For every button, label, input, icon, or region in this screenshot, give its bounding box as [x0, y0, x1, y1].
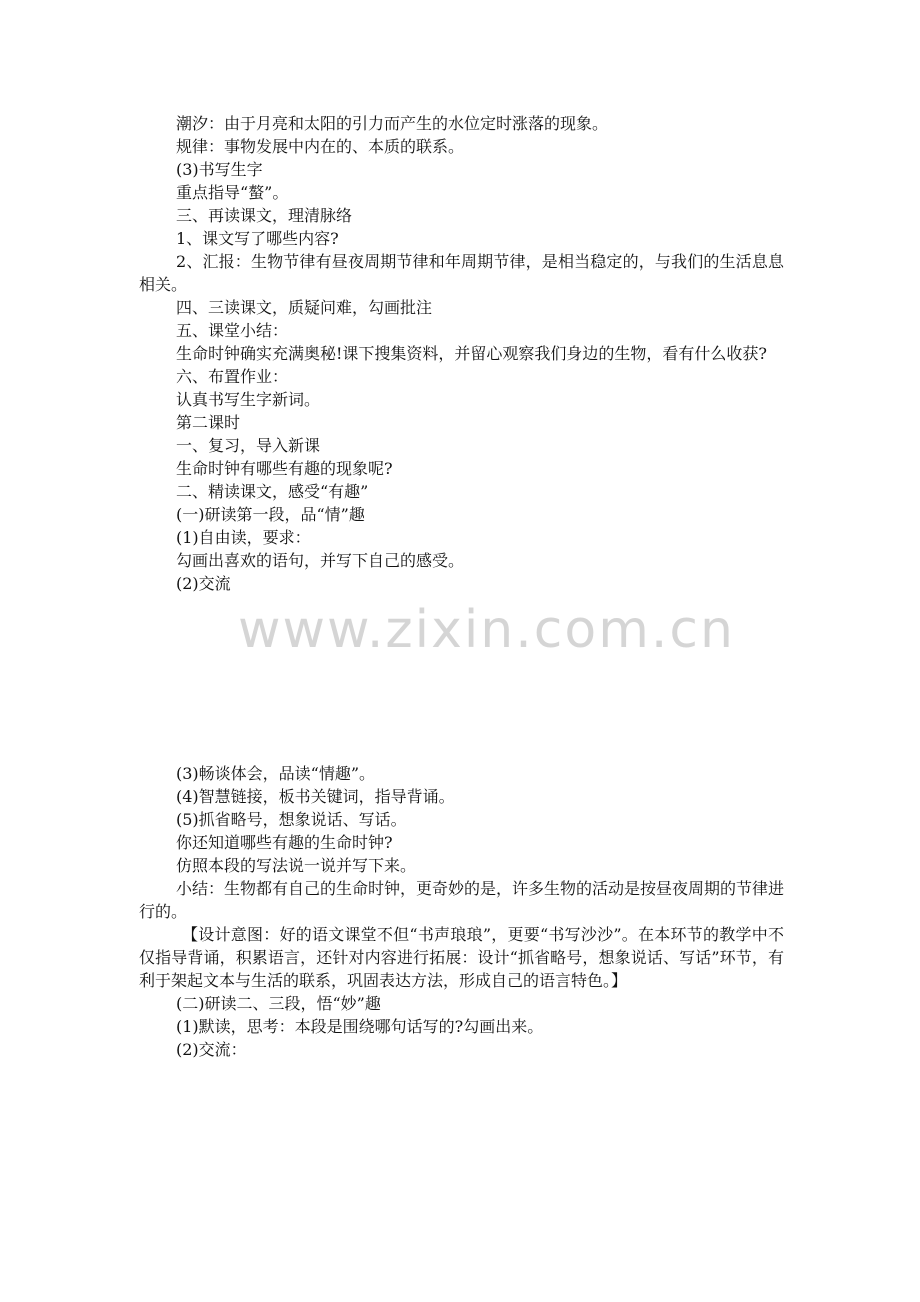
- section-heading: 一、复习，导入新课: [176, 436, 321, 455]
- paragraph: (1)默读，思考：本段是围绕哪句话写的?勾画出来。: [176, 1017, 544, 1036]
- paragraph: 潮汐：由于月亮和太阳的引力而产生的水位定时涨落的现象。: [176, 114, 609, 133]
- paragraph: 勾画出喜欢的语句，并写下自己的感受。: [176, 551, 465, 570]
- paragraph: 规律：事物发展中内在的、本质的联系。: [176, 137, 465, 156]
- paragraph: (4)智慧链接，板书关键词，指导背诵。: [176, 787, 455, 806]
- paragraph: 重点指导“螯”。: [176, 183, 289, 202]
- subsection-heading: (一)研读第一段，品“情”趣: [176, 505, 365, 524]
- paragraph: 认真书写生字新词。: [176, 390, 321, 409]
- paragraph: 你还知道哪些有趣的生命时钟?: [176, 833, 393, 852]
- paragraph: (3)书写生字: [176, 160, 263, 179]
- design-note: 【设计意图：好的语文课堂不但“书声琅琅”，更要“书写沙沙”。在本环节的教学中不仅指导背诵，积累语言，还针对内容进行拓展：设计“抓省略号，想象说话、写话”环节，有利于架起文本与生活的联系，巩固表达方法，形成自己的语言特色。】: [139, 925, 784, 990]
- paragraph: 2、汇报：生物节律有昼夜周期节律和年周期节律，是相当稳定的，与我们的生活息息相关。: [139, 252, 784, 294]
- paragraph: 生命时钟确实充满奥秘!课下搜集资料，并留心观察我们身边的生物，看有什么收获?: [176, 344, 768, 363]
- text-block-2: [139, 762, 784, 1061]
- paragraph: (3)畅谈体会，品读“情趣”。: [176, 764, 376, 783]
- paragraph: (2)交流: [176, 574, 231, 593]
- paragraph: (1)自由读，要求：: [176, 528, 311, 547]
- section-heading: 三、再读课文，理清脉络: [176, 206, 353, 225]
- section-heading: 二、精读课文，感受“有趣”: [176, 482, 369, 501]
- paragraph: 仿照本段的写法说一说并写下来。: [176, 856, 417, 875]
- section-heading: 四、三读课文，质疑问难，勾画批注: [176, 298, 433, 317]
- paragraph: (5)抓省略号，想象说话、写话。: [176, 810, 407, 829]
- subsection-heading: (二)研读二、三段，悟“妙”趣: [176, 994, 381, 1013]
- section-heading: 六、布置作业：: [176, 367, 289, 386]
- text-block-1: [139, 112, 784, 595]
- section-heading: 五、课堂小结：: [176, 321, 289, 340]
- paragraph: (2)交流：: [176, 1040, 247, 1059]
- watermark: www.zixin.com.cn: [238, 600, 735, 660]
- summary-paragraph: 小结：生物都有自己的生命时钟，更奇妙的是，许多生物的活动是按昼夜周期的节律进行的。: [139, 879, 785, 921]
- paragraph: 生命时钟有哪些有趣的现象呢?: [176, 459, 393, 478]
- paragraph: 1、课文写了哪些内容?: [176, 229, 339, 248]
- lesson-heading: 第二课时: [176, 413, 241, 432]
